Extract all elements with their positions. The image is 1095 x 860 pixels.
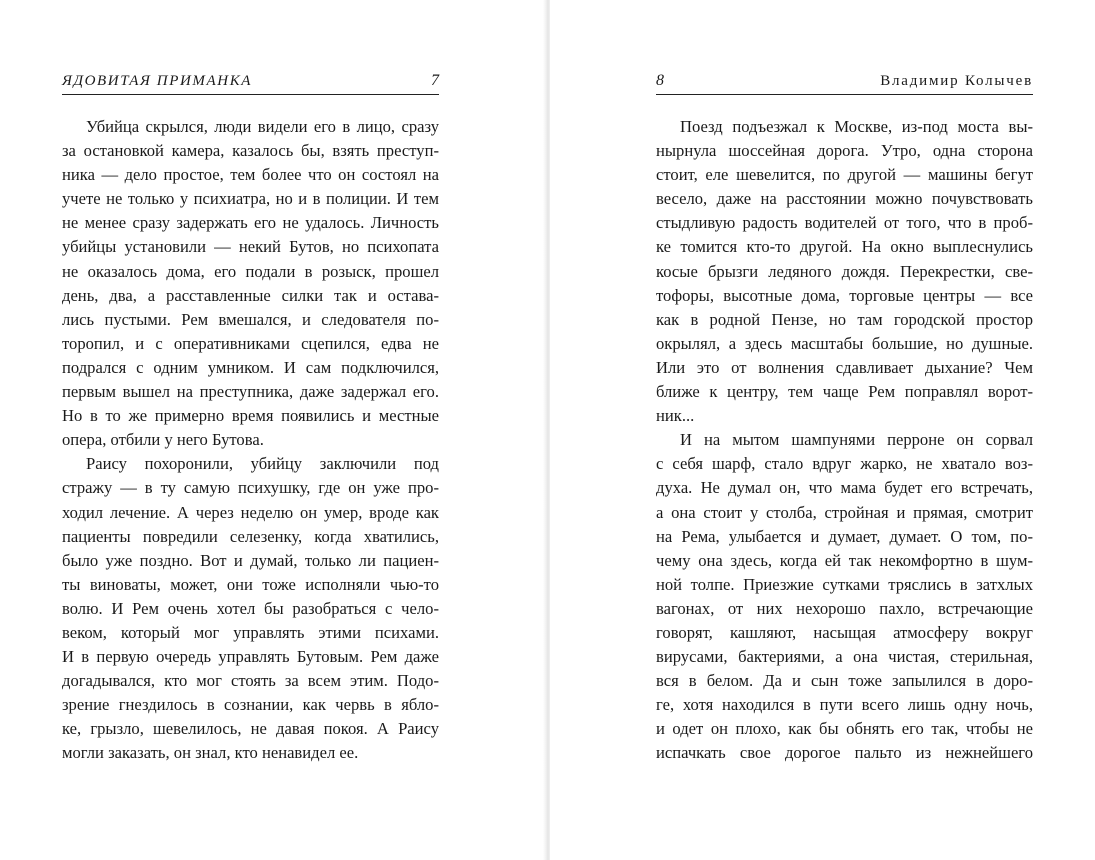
- text-line: лись пустыми. Рем вмешался, и следователя по-: [62, 309, 439, 329]
- text-line: ке томится кто-то другой. На окно выплеснулись: [656, 237, 1033, 257]
- text-line: Или это от волнения сдавливает дыхание? Чем: [656, 357, 1033, 377]
- text-line: ты виноваты, может, они тоже исполняли чью-то: [62, 574, 439, 594]
- text-line: не менее сразу задержать его не удалось. Личность: [62, 213, 439, 233]
- text-line: а она стоит у столба, стройная и прямая, смотрит: [656, 502, 1033, 522]
- text-line: ходил лечение. А через неделю он умер, вроде как: [62, 502, 439, 522]
- text-line: чему она здесь, когда ей так некомфортно в шум-: [656, 550, 1033, 570]
- text-line: стоит, еле шевелится, по другой — машины бегут: [656, 165, 1033, 185]
- text-line: стражу — в ту самую психушку, где он уже про-: [62, 478, 439, 498]
- text-line: догадывался, кто мог стоять за всем этим. Подо-: [62, 671, 439, 691]
- text-line: косые брызги ледяного дождя. Перекрестки, све-: [656, 261, 1033, 281]
- text-line: с себя шарф, стало вдруг жарко, не хватало воз-: [656, 454, 1033, 474]
- text-line: говорят, кашляют, насыщая атмосферу вокруг: [656, 622, 1033, 642]
- text-line: ник...: [656, 406, 695, 426]
- text-line: духа. Не думал он, что мама будет его встречать,: [656, 478, 1033, 498]
- text-line: вагонах, от них нехорошо пахло, встречающие: [656, 598, 1033, 618]
- text-line: и одет он плохо, как бы обнять его так, чтобы не: [656, 719, 1033, 739]
- text-line: И в первую очередь управлять Бутовым. Рем даже: [62, 647, 439, 667]
- text-line: как в родной Пензе, но там городской простор: [656, 309, 1033, 329]
- text-line: убийцы установили — некий Бутов, но психопата: [62, 237, 439, 257]
- left-running-header: [62, 72, 439, 95]
- text-line: волю. И Рем очень хотел бы разобраться с чело-: [62, 598, 439, 618]
- text-line: весело, даже на расстоянии можно почувствовать: [656, 189, 1033, 209]
- page-number-right: 8: [656, 72, 664, 89]
- left-body-text: [62, 115, 439, 766]
- text-line: зрение гнездилось в сознании, как червь в ябло-: [62, 695, 439, 715]
- author-name: Владимир Колычев: [880, 73, 1033, 89]
- text-line: окрылял, а здесь масштабы большие, но душные.: [656, 333, 1033, 353]
- text-line: Убийца скрылся, люди видели его в лицо, сразу: [86, 117, 439, 136]
- right-body-text: [656, 115, 1033, 766]
- text-line: ной толпе. Приезжие сутками тряслись в затхлых: [656, 574, 1033, 594]
- text-line: на Рема, улыбается и думает, думает. О том, по-: [656, 526, 1033, 546]
- text-line: вся в белом. Да и сын тоже запылился в доро-: [656, 671, 1033, 691]
- text-line: торопил, и с оперативниками сцепился, едва не: [62, 333, 439, 353]
- text-line: стыдливую радость водителей от того, что в проб-: [656, 213, 1033, 233]
- left-page: [0, 0, 545, 860]
- text-line: Но в то же примерно время появились и местные: [62, 406, 439, 426]
- text-line: Раису похоронили, убийцу заключили под: [86, 454, 439, 474]
- text-line: веком, который мог управлять этими психами.: [62, 622, 439, 642]
- text-line: пациенты повредили селезенку, когда хватились,: [62, 526, 439, 546]
- right-running-header: [656, 72, 1033, 95]
- text-line: ге, хотя находился в пути всего лишь одну ночь,: [656, 695, 1033, 715]
- text-line: нырнула шоссейная дорога. Утро, одна сторона: [656, 141, 1033, 161]
- text-line: И на мытом шампунями перроне он сорвал: [680, 430, 1033, 450]
- text-line: было уже поздно. Вот и думай, только ли пациен-: [62, 550, 439, 570]
- right-page: [550, 0, 1095, 860]
- text-line: первым вышел на преступника, даже задержал его.: [62, 382, 439, 402]
- text-line: день, два, а расставленные силки так и остава-: [62, 285, 439, 305]
- page-number-left: 7: [431, 72, 439, 89]
- text-line: могли заказать, он знал, кто ненавидел ее.: [62, 743, 359, 763]
- text-line: вирусами, бактериями, а она чистая, стерильная,: [656, 647, 1033, 667]
- text-line: тофоры, высотные дома, торговые центры — все: [656, 285, 1033, 305]
- text-line: учете не только у психиатра, но и в полиции. И тем: [62, 189, 439, 209]
- text-line: за остановкой камера, казалось бы, взять преступ-: [62, 141, 439, 161]
- text-line: ника — дело простое, тем более что он состоял на: [62, 165, 439, 185]
- text-line: ближе к центру, тем чаще Рем поправлял ворот-: [656, 382, 1033, 402]
- text-line: испачкать свое дорогое пальто из нежнейшего: [656, 743, 1033, 763]
- text-line: подрался с одним умником. И сам подключился,: [62, 357, 439, 377]
- text-line: ке, грызло, шевелилось, не давая покоя. А Раису: [62, 719, 439, 739]
- text-line: опера, отбили у него Бутова.: [62, 430, 264, 450]
- text-line: Поезд подъезжал к Москве, из-под моста вы-: [680, 117, 1033, 136]
- text-line: не оказалось дома, его подали в розыск, прошел: [62, 261, 439, 281]
- book-title: ЯДОВИТАЯ ПРИМАНКА: [62, 73, 253, 89]
